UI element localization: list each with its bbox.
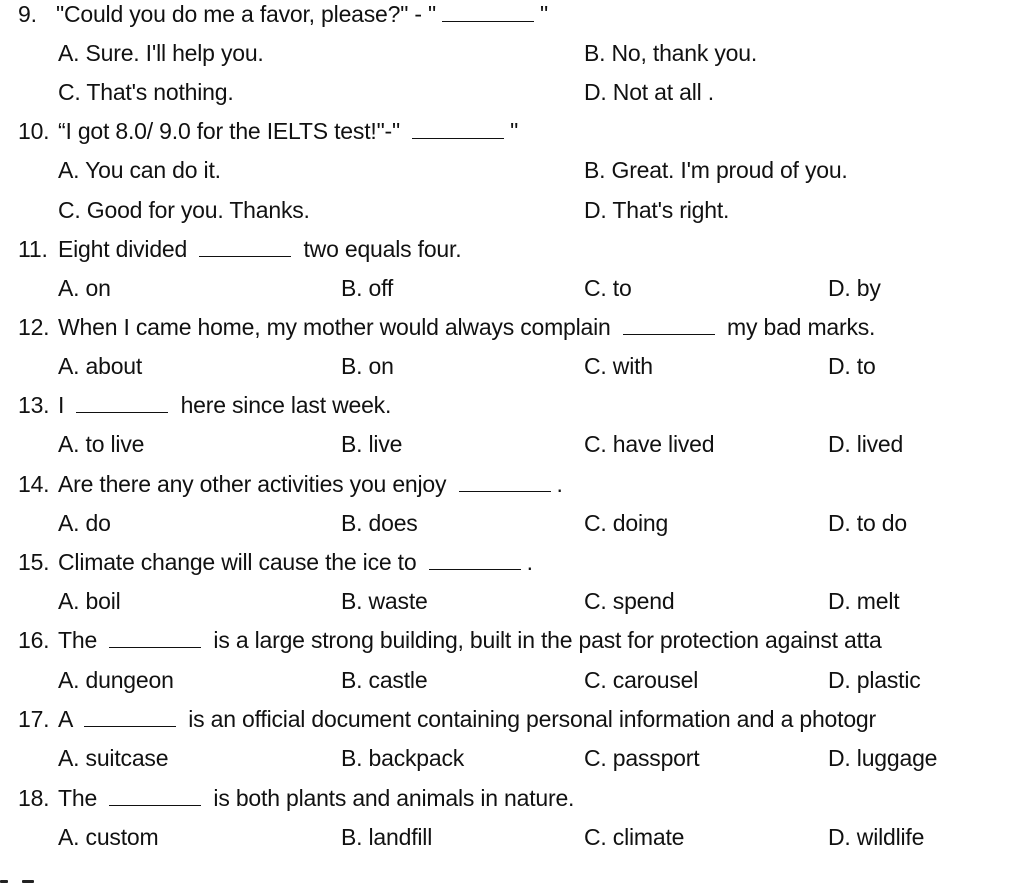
option-a[interactable]: A. custom xyxy=(58,824,159,850)
option-d[interactable]: D. wildlife xyxy=(828,824,925,850)
answer-blank xyxy=(109,783,201,806)
question-text xyxy=(58,387,391,423)
options-row-10b xyxy=(0,192,1024,228)
options-row-11 xyxy=(0,270,1024,306)
option-d[interactable]: D. luggage xyxy=(828,745,938,771)
question-18 xyxy=(0,780,1024,816)
question-text-before: The xyxy=(58,785,104,811)
option-c[interactable]: C. doing xyxy=(584,510,669,536)
question-text-after: is a large strong building, built in the past for protection against atta xyxy=(207,627,882,653)
option-a[interactable]: A. You can do it. xyxy=(58,157,221,183)
question-text-before: I xyxy=(58,392,71,418)
question-text xyxy=(58,113,518,149)
option-a[interactable]: A. to live xyxy=(58,431,145,457)
option-d[interactable]: D. That's right. xyxy=(584,197,730,223)
answer-blank xyxy=(429,547,521,570)
question-text xyxy=(58,466,563,502)
options-row-18 xyxy=(0,819,1024,855)
question-text-before: “I got 8.0/ 9.0 for the IELTS test!"-" xyxy=(58,118,407,144)
options-row-13 xyxy=(0,426,1024,462)
question-text-before: Eight divided xyxy=(58,236,194,262)
question-text-after: " xyxy=(510,118,519,144)
option-d[interactable]: D. lived xyxy=(828,431,904,457)
question-15 xyxy=(0,544,1024,580)
options-row-9b xyxy=(0,74,1024,110)
option-c[interactable]: C. Good for you. Thanks. xyxy=(58,197,310,223)
answer-blank xyxy=(442,0,534,22)
option-c[interactable]: C. to xyxy=(584,275,632,301)
options-row-10a xyxy=(0,152,1024,188)
question-text-after: here since last week. xyxy=(174,392,392,418)
option-c[interactable]: C. carousel xyxy=(584,667,699,693)
answer-blank xyxy=(84,704,176,727)
option-b[interactable]: B. backpack xyxy=(341,745,465,771)
cutoff-text-fragment xyxy=(0,878,40,885)
question-text xyxy=(58,701,876,737)
question-text-after: is an official document containing personal information and a photogr xyxy=(182,706,876,732)
option-b[interactable]: B. waste xyxy=(341,588,428,614)
answer-blank xyxy=(412,116,504,139)
option-b[interactable]: B. on xyxy=(341,353,394,379)
question-number: 18. xyxy=(18,785,50,811)
option-c[interactable]: C. That's nothing. xyxy=(58,79,234,105)
option-b[interactable]: B. Great. I'm proud of you. xyxy=(584,157,848,183)
option-a[interactable]: A. about xyxy=(58,353,143,379)
options-row-16 xyxy=(0,662,1024,698)
answer-blank xyxy=(623,312,715,335)
question-number: 15. xyxy=(18,549,50,575)
question-11 xyxy=(0,231,1024,267)
question-text xyxy=(58,231,461,267)
options-row-12 xyxy=(0,348,1024,384)
question-number: 16. xyxy=(18,627,50,653)
options-row-9a xyxy=(0,35,1024,71)
option-d[interactable]: D. plastic xyxy=(828,667,921,693)
question-text-before: Climate change will cause the ice to xyxy=(58,549,423,575)
question-text-before: A xyxy=(58,706,79,732)
question-number: 12. xyxy=(18,314,50,340)
option-a[interactable]: A. do xyxy=(58,510,111,536)
option-a[interactable]: A. on xyxy=(58,275,111,301)
option-d[interactable]: D. to xyxy=(828,353,876,379)
answer-blank xyxy=(459,469,551,492)
option-c[interactable]: C. spend xyxy=(584,588,675,614)
question-16 xyxy=(0,622,1024,658)
option-b[interactable]: B. does xyxy=(341,510,418,536)
option-b[interactable]: B. live xyxy=(341,431,403,457)
option-b[interactable]: B. castle xyxy=(341,667,428,693)
question-text xyxy=(58,309,875,345)
question-text-after: is both plants and animals in nature. xyxy=(207,785,575,811)
option-a[interactable]: A. boil xyxy=(58,588,121,614)
options-row-17 xyxy=(0,740,1024,776)
question-number: 14. xyxy=(18,471,50,497)
option-b[interactable]: B. landfill xyxy=(341,824,433,850)
option-b[interactable]: B. No, thank you. xyxy=(584,40,758,66)
question-text-after: my bad marks. xyxy=(720,314,876,340)
question-9 xyxy=(0,0,1024,32)
option-d[interactable]: D. Not at all . xyxy=(584,79,714,105)
question-number: 10. xyxy=(18,118,50,144)
answer-blank xyxy=(199,234,291,257)
question-number: 13. xyxy=(18,392,50,418)
question-text xyxy=(58,544,533,580)
question-10 xyxy=(0,113,1024,149)
options-row-14 xyxy=(0,505,1024,541)
option-d[interactable]: D. by xyxy=(828,275,881,301)
question-12 xyxy=(0,309,1024,345)
answer-blank xyxy=(76,390,168,413)
question-text-before: When I came home, my mother would always complain xyxy=(58,314,617,340)
question-text-before: "Could you do me a favor, please?" - " xyxy=(56,1,436,27)
question-13 xyxy=(0,387,1024,423)
option-b[interactable]: B. off xyxy=(341,275,394,301)
question-text xyxy=(58,622,882,658)
option-c[interactable]: C. with xyxy=(584,353,653,379)
question-number: 9. xyxy=(18,1,37,27)
question-text-before: The xyxy=(58,627,104,653)
option-a[interactable]: A. suitcase xyxy=(58,745,169,771)
question-17 xyxy=(0,701,1024,737)
question-text-after: . xyxy=(556,471,563,497)
question-number: 11. xyxy=(18,236,48,262)
options-row-15 xyxy=(0,583,1024,619)
option-d[interactable]: D. to do xyxy=(828,510,907,536)
question-text-after: " xyxy=(540,1,548,27)
question-text-after: . xyxy=(526,549,533,575)
option-c[interactable]: C. have lived xyxy=(584,431,715,457)
question-14 xyxy=(0,466,1024,502)
option-a[interactable]: A. Sure. I'll help you. xyxy=(58,40,264,66)
option-c[interactable]: C. climate xyxy=(584,824,685,850)
answer-blank xyxy=(109,625,201,648)
question-text-before: Are there any other activities you enjoy xyxy=(58,471,453,497)
question-text xyxy=(58,780,574,816)
option-c[interactable]: C. passport xyxy=(584,745,700,771)
option-a[interactable]: A. dungeon xyxy=(58,667,174,693)
question-number: 17. xyxy=(18,706,50,732)
question-text-after: two equals four. xyxy=(297,236,462,262)
question-text xyxy=(56,0,548,32)
option-d[interactable]: D. melt xyxy=(828,588,900,614)
